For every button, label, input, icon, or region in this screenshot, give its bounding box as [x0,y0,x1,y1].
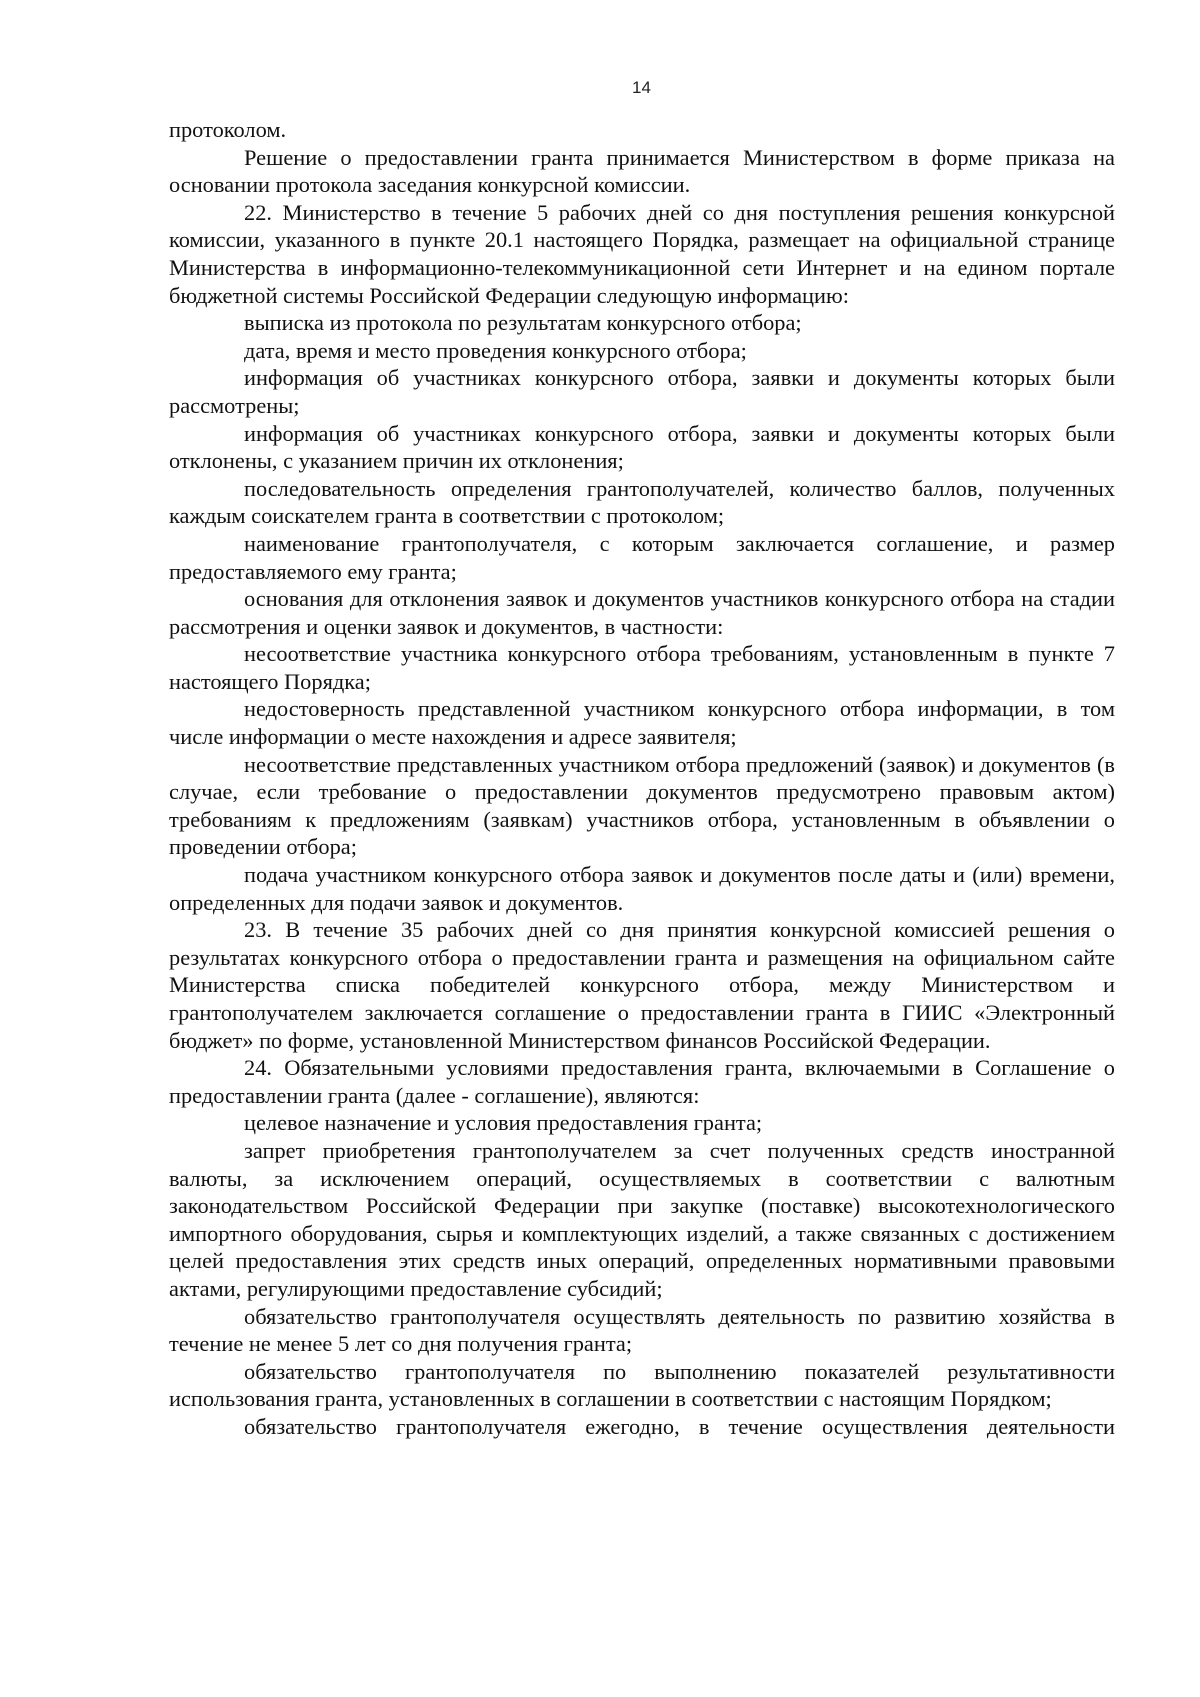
paragraph-12: несоответствие представленных участником отбора предложений (заявок) и документов (в случае, если требование о предоставлении документов предусмотрено правовым актом) требованиям к предложениям (заявкам) участников отбора, установленным в объявлении о проведении отбора; [169,751,1115,860]
paragraph-19: обязательство грантополучателя по выполнению показателей результативности использования гранта, установленных в соглашении в соответствии с настоящим Порядком; [169,1358,1115,1412]
paragraph-11: недостоверность представленной участником конкурсного отбора информации, в том числе информации о месте нахождения и адресе заявителя; [169,696,1115,750]
document-body [169,116,1115,1441]
paragraph-2: 22. Министерство в течение 5 рабочих дней со дня поступления решения конкурсной комиссии, указанного в пункте 20.1 настоящего Порядка, размещает на официальной странице Министерства в информационно-телекоммуникационной сети Интернет и на едином портале бюджетной системы Российской Федерации следующую информацию: [169,199,1115,308]
page-number: 14 [632,78,651,97]
paragraph-4: дата, время и место проведения конкурсного отбора; [244,337,747,363]
paragraph-18: обязательство грантополучателя осуществлять деятельность по развитию хозяйства в течение не менее 5 лет со дня получения гранта; [169,1303,1115,1357]
paragraph-7: последовательность определения грантополучателей, количество баллов, полученных каждым соискателем гранта в соответствии с протоколом; [169,475,1115,529]
paragraph-6: информация об участниках конкурсного отбора, заявки и документы которых были отклонены, с указанием причин их отклонения; [169,420,1115,474]
paragraph-10: несоответствие участника конкурсного отбора требованиям, установленным в пункте 7 настоящего Порядка; [169,641,1115,694]
paragraph-3: выписка из протокола по результатам конкурсного отбора; [244,310,802,336]
paragraph-17: запрет приобретения грантополучателем за счет полученных средств иностранной валюты, за исключением операций, осуществляемых в соответствии с валютным законодательством Российской Федерации при закупке (поставке) высокотехнологического импортного оборудования, сырья и комплектующих изделий, а также связанных с достижением целей предоставления этих средств иных операций, определенных нормативными правовыми актами, регулирующими предоставление субсидий; [169,1137,1115,1301]
paragraph-1: Решение о предоставлении гранта принимается Министерством в форме приказа на основании протокола заседания конкурсной комиссии. [169,144,1115,198]
paragraph-0: протоколом. [169,117,287,142]
paragraph-16: целевое назначение и условия предоставления гранта; [244,1110,763,1136]
paragraph-15: 24. Обязательными условиями предоставления гранта, включаемыми в Соглашение о предоставлении гранта (далее - соглашение), являются: [169,1055,1115,1108]
paragraph-8: наименование грантополучателя, с которым заключается соглашение, и размер предоставляемого ему гранта; [169,530,1115,584]
paragraph-5: информация об участниках конкурсного отбора, заявки и документы которых были рассмотрены; [169,365,1115,418]
paragraph-20: обязательство грантополучателя ежегодно, в течение осуществления деятельности [244,1413,1115,1439]
paragraph-13: подача участником конкурсного отбора заявок и документов после даты и (или) времени, определенных для подачи заявок и документов. [169,862,1115,915]
paragraph-14: 23. В течение 35 рабочих дней со дня принятия конкурсной комиссией решения о результатах конкурсного отбора о предоставлении гранта и размещения на официальном сайте Министерства списка победителей конкурсного отбора, между Министерством и грантополучателем заключается соглашение о предоставлении гранта в ГИИС «Электронный бюджет» по форме, установленной Министерством финансов Российской Федерации. [169,917,1115,1053]
paragraph-9: основания для отклонения заявок и документов участников конкурсного отбора на стадии рассмотрения и оценки заявок и документов, в частности: [169,586,1115,639]
